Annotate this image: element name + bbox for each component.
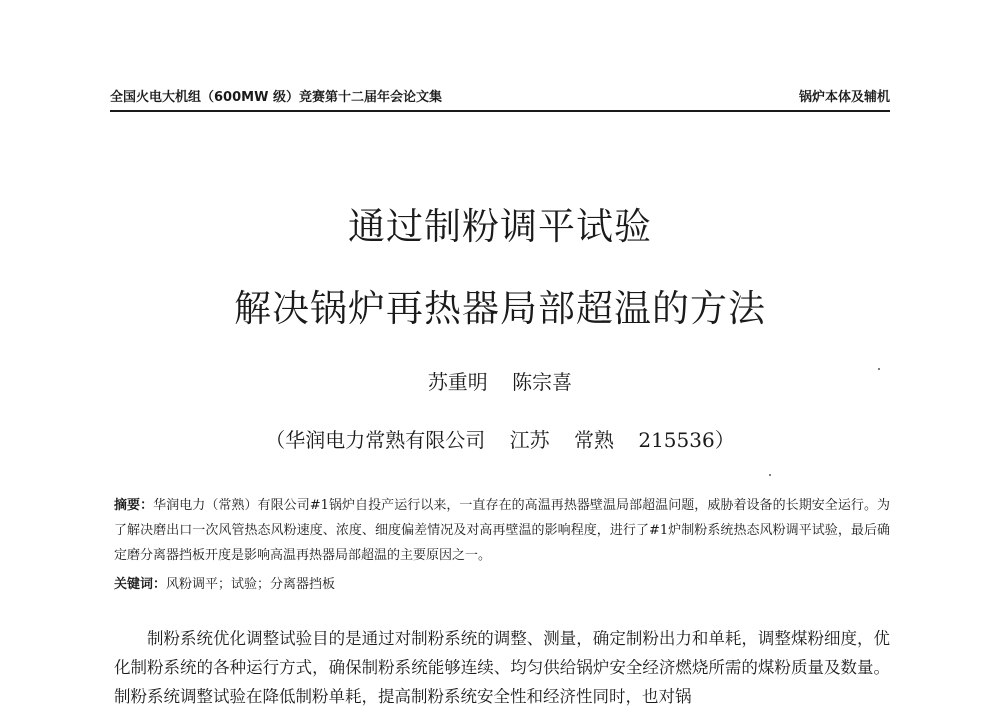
abstract [114, 493, 890, 568]
header-section-name: 锅炉本体及辅机 [798, 90, 890, 105]
keywords-label: 关键词： [114, 577, 167, 592]
running-header [110, 88, 890, 112]
keywords [114, 572, 890, 597]
abstract-text: 华润电力（常熟）有限公司#1锅炉自投产运行以来，一直存在的高温再热器壁温局部超温问题，威胁着设备的长期安全运行。为了解决磨出口一次风管热态风粉速度、浓度、细度偏差情况及对高再壁温的影响程度，进行了#1炉制粉系统热态风粉调平试验，最后确定磨分离器挡板开度是影响高温再热器局部超温的主要原因之一。 [114, 498, 890, 563]
keywords-text: 风粉调平；试验；分离器挡板 [166, 577, 336, 592]
paper-title-line-1: 通过制粉调平试验 [348, 205, 652, 248]
abstract-label: 摘要： [114, 498, 154, 513]
scan-speck [769, 474, 771, 476]
scan-speck [878, 368, 880, 370]
body-paragraph: 制粉系统优化调整试验目的是通过对制粉系统的调整、测量，确定制粉出力和单耗，调整煤粉细度，优化制粉系统的各种运行方式，确保制粉系统能够连续、均匀供给锅炉安全经济燃烧所需的煤粉质量及数量。制粉系统调整试验在降低制粉单耗，提高制粉系统安全性和经济性同时，也对锅 [114, 629, 890, 706]
header-proceedings-title: 全国火电大机组（600MW 级）竞赛第十二届年会论文集 [110, 90, 442, 105]
author-affiliation: （华润电力常熟有限公司 江苏 常熟 215536） [265, 428, 735, 452]
paper-authors: 苏重明 陈宗喜 [427, 370, 573, 394]
paper-title-line-2: 解决锅炉再热器局部超温的方法 [234, 287, 766, 330]
